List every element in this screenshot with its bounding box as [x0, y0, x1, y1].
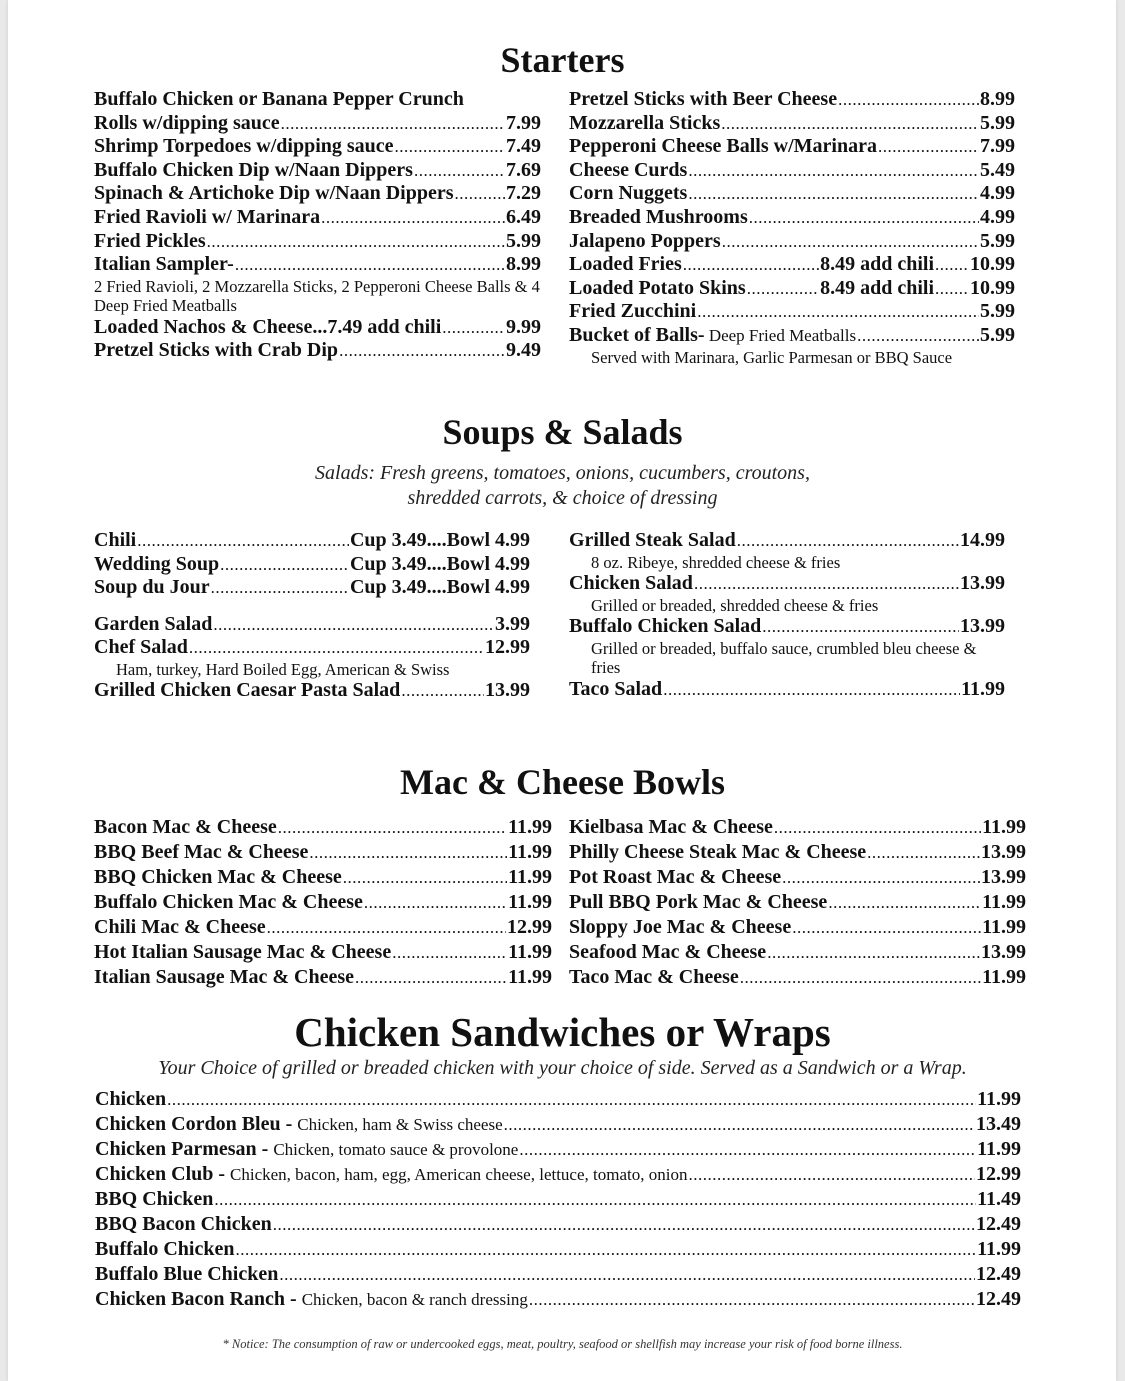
menu-item — [569, 940, 1026, 965]
menu-item — [569, 615, 1005, 639]
dot-leader — [401, 679, 484, 703]
menu-item-name: Wedding Soup — [94, 552, 220, 575]
menu-item-name: Seafood Mac & Cheese — [569, 941, 767, 963]
dot-leader — [697, 300, 979, 324]
menu-item-description: Chicken, tomato sauce & provolone — [273, 1140, 519, 1159]
menu-item-price: 13.99 — [981, 841, 1026, 863]
menu-item — [569, 915, 1026, 940]
menu-item-price: 5.99 — [980, 229, 1015, 252]
menu-item-name: Taco Mac & Cheese — [569, 966, 739, 988]
menu-item-price: 5.99 — [980, 300, 1015, 323]
menu-item-price: 7.99 — [980, 135, 1015, 158]
menu-item-name: Pepperoni Cheese Balls w/Marinara — [569, 135, 877, 158]
item-description: Grilled or breaded, buffalo sauce, crumbled bleu cheese & fries — [591, 638, 977, 678]
dot-leader — [792, 915, 981, 940]
menu-item-name: Pull BBQ Pork Mac & Cheese — [569, 891, 828, 913]
dot-leader — [137, 529, 349, 553]
menu-item-price: 12.99 — [976, 1163, 1021, 1185]
menu-item — [95, 1112, 1021, 1137]
menu-item-name: Italian Sampler- — [94, 253, 234, 276]
menu-item-name: Breaded Mushrooms — [569, 205, 748, 228]
menu-item — [569, 572, 1005, 596]
menu-item-price: 12.49 — [976, 1213, 1021, 1235]
menu-item-name: Philly Cheese Steak Mac & Cheese — [569, 841, 867, 863]
dot-leader — [213, 613, 494, 637]
dot-leader — [214, 1187, 976, 1212]
menu-item — [95, 1212, 1021, 1237]
menu-item-price: 5.99 — [980, 323, 1015, 346]
dot-leader — [878, 135, 979, 159]
menu-item — [94, 865, 552, 890]
menu-item-name: Mozzarella Sticks — [569, 111, 721, 134]
dot-leader — [519, 1137, 976, 1162]
menu-item-name: Buffalo Blue Chicken — [95, 1263, 279, 1285]
dot-leader — [455, 182, 506, 206]
menu-item — [94, 576, 530, 600]
salads-note-line1: Salads: Fresh greens, tomatoes, onions, cucumbers, croutons, — [315, 462, 810, 484]
menu-item — [569, 112, 1015, 136]
dot-leader — [442, 316, 505, 340]
menu-item-name: Spinach & Artichoke Dip w/Naan Dippers — [94, 182, 454, 205]
menu-item-name: Soup du Jour — [94, 576, 210, 599]
menu-item-description: Deep Fried Meatballs — [704, 325, 857, 345]
menu-item — [94, 553, 530, 577]
menu-item-price: 12.99 — [507, 916, 552, 938]
menu-item-name: Buffalo Chicken Mac & Cheese — [94, 891, 363, 913]
dot-leader — [220, 553, 349, 577]
menu-item — [569, 135, 1015, 159]
dot-leader — [189, 636, 484, 660]
menu-item-price: 11.99 — [977, 1138, 1021, 1160]
menu-item-price: 8.99 — [980, 88, 1015, 110]
menu-item-name: Chef Salad — [94, 636, 188, 659]
menu-item — [569, 965, 1026, 990]
dot-leader — [207, 230, 505, 254]
soups-right-column — [569, 529, 1005, 701]
dot-leader — [867, 840, 980, 865]
menu-item — [569, 182, 1015, 206]
menu-item-price: 13.99 — [960, 615, 1005, 638]
menu-item-name: Chicken Bacon Ranch - Chicken, bacon & ranch dressing — [95, 1288, 528, 1310]
menu-item-price: 13.99 — [485, 679, 530, 702]
dot-leader — [857, 324, 979, 348]
soups-salads-title: Soups & Salads — [442, 412, 683, 452]
menu-item-name: Chili — [94, 529, 137, 551]
item-description: Grilled or breaded, shredded cheese & fries — [591, 595, 879, 615]
menu-item-name: Chili Mac & Cheese — [94, 916, 266, 938]
menu-item — [94, 840, 552, 865]
sandwiches-note: Your Choice of grilled or breaded chicken with your choice of side. Served as a Sandwich or a Wrap. — [158, 1057, 967, 1079]
dot-leader — [688, 159, 979, 183]
menu-item-name: Bucket of Balls- Deep Fried Meatballs — [569, 323, 857, 346]
menu-item-name: Buffalo Chicken Dip w/Naan Dippers — [94, 158, 413, 181]
starters-right-column — [569, 88, 1015, 367]
menu-item — [569, 206, 1015, 230]
menu-item — [95, 1087, 1021, 1112]
menu-item — [94, 915, 552, 940]
menu-item-price: 4.99 — [980, 205, 1015, 228]
dot-leader — [688, 182, 979, 206]
menu-item-name: Fried Ravioli w/ Marinara — [94, 205, 321, 228]
menu-item-name: Chicken Cordon Bleu - Chicken, ham & Swiss cheese — [95, 1113, 503, 1135]
menu-item-price: 11.99 — [977, 1088, 1021, 1110]
menu-item-price: 12.49 — [976, 1288, 1021, 1310]
menu-item-price: 6.49 — [506, 205, 541, 228]
menu-item-name: Shrimp Torpedoes w/dipping sauce — [94, 135, 394, 158]
menu-item-name: Corn Nuggets — [569, 182, 688, 205]
menu-item-name: Pretzel Sticks with Beer Cheese — [569, 88, 838, 110]
menu-item — [94, 112, 541, 136]
menu-item-price: 11.99 — [508, 941, 552, 963]
dot-leader — [235, 1237, 976, 1262]
dot-leader — [267, 915, 506, 940]
menu-item — [94, 636, 530, 660]
dot-leader — [767, 940, 980, 965]
menu-item-name: Chicken Parmesan - Chicken, tomato sauce & provolone — [95, 1138, 519, 1160]
item-description: 8 oz. Ribeye, shredded cheese & fries — [591, 552, 841, 572]
menu-item — [569, 300, 1015, 324]
mac-cheese-title: Mac & Cheese Bowls — [400, 762, 725, 802]
menu-item-name: Fried Pickles — [94, 229, 206, 252]
menu-item-price: 14.99 — [960, 529, 1005, 551]
mac-right-column — [569, 815, 1026, 990]
dot-leader — [749, 206, 979, 230]
menu-item — [569, 230, 1015, 254]
menu-item-price: 11.99 — [982, 891, 1026, 913]
dot-leader — [355, 965, 507, 990]
menu-item-name: Kielbasa Mac & Cheese — [569, 816, 773, 838]
menu-item-name: Buffalo Chicken or Banana Pepper Crunch — [94, 88, 464, 110]
dot-leader — [737, 529, 959, 553]
menu-item-description: Chicken, ham & Swiss cheese — [297, 1115, 503, 1134]
salads-note-line2: shredded carrots, & choice of dressing — [407, 487, 718, 509]
dot-leader — [529, 1287, 975, 1312]
menu-item — [94, 339, 541, 363]
menu-item-price: 7.69 — [506, 158, 541, 181]
dot-leader — [278, 815, 507, 840]
dot-leader — [828, 890, 981, 915]
menu-item-price: 7.49 — [506, 135, 541, 158]
menu-item-price: 5.49 — [980, 158, 1015, 181]
dot-leader — [309, 840, 507, 865]
menu-item-name: Loaded Nachos & Cheese...7.49 add chili — [94, 315, 442, 338]
dot-leader — [721, 112, 979, 136]
menu-item-name: Italian Sausage Mac & Cheese — [94, 966, 354, 988]
menu-item-price: 11.99 — [508, 866, 552, 888]
menu-item — [569, 678, 1005, 702]
menu-item-price: 13.99 — [981, 866, 1026, 888]
menu-item — [569, 840, 1026, 865]
menu-item-price: 7.99 — [506, 111, 541, 134]
menu-item — [569, 253, 1015, 277]
menu-item — [94, 940, 552, 965]
menu-item-name: Cheese Curds — [569, 158, 688, 181]
menu-item-name: Sloppy Joe Mac & Cheese — [569, 916, 792, 938]
dot-leader — [343, 865, 507, 890]
menu-item-price: 11.99 — [508, 816, 552, 838]
menu-item-price: 8.49 add chili — [820, 253, 934, 276]
menu-item-description: Chicken, bacon, ham, egg, American cheese, lettuce, tomato, onion — [230, 1165, 688, 1184]
menu-item-price: 11.99 — [982, 816, 1026, 838]
menu-item — [95, 1262, 1021, 1287]
menu-item-price: 3.99 — [495, 612, 530, 635]
sandwiches-title: Chicken Sandwiches or Wraps — [294, 1009, 831, 1055]
menu-item-name: Taco Salad — [569, 677, 663, 700]
menu-item — [95, 1162, 1021, 1187]
mac-left-column — [94, 815, 552, 990]
menu-item — [569, 277, 1015, 301]
menu-item-price: 9.49 — [506, 339, 541, 362]
menu-item — [94, 815, 552, 840]
item-description: Ham, turkey, Hard Boiled Egg, American & Swiss — [116, 659, 450, 679]
menu-item — [94, 253, 541, 277]
menu-item-price: 11.99 — [508, 841, 552, 863]
menu-item-price: 11.99 — [508, 891, 552, 913]
menu-item — [95, 1237, 1021, 1262]
dot-leader — [762, 615, 959, 639]
menu-item-name: BBQ Bacon Chicken — [95, 1213, 272, 1235]
dot-leader — [281, 112, 505, 136]
menu-item — [94, 890, 552, 915]
dot-leader — [722, 230, 979, 254]
menu-item-description: Chicken, bacon & ranch dressing — [301, 1290, 528, 1309]
menu-item-price: 11.49 — [977, 1188, 1021, 1210]
menu-item — [95, 1287, 1021, 1312]
menu-item-name: Grilled Chicken Caesar Pasta Salad — [94, 679, 401, 702]
menu-item — [569, 159, 1015, 183]
menu-item — [569, 890, 1026, 915]
menu-item-price: 8.49 add chili — [820, 276, 934, 299]
dot-leader — [395, 135, 505, 159]
menu-item-price: 8.99 — [506, 253, 541, 276]
dot-leader — [273, 1212, 975, 1237]
menu-item-price-with-chili: 10.99 — [970, 253, 1015, 276]
menu-item-name: Hot Italian Sausage Mac & Cheese — [94, 941, 392, 963]
dot-leader — [838, 88, 979, 112]
dot-leader — [279, 1262, 975, 1287]
menu-item-price: 13.99 — [981, 941, 1026, 963]
menu-item — [94, 182, 541, 206]
menu-item — [94, 965, 552, 990]
starters-left-column — [94, 88, 541, 363]
menu-item — [569, 88, 1015, 112]
menu-item-price: 11.99 — [982, 966, 1026, 988]
menu-item-name: BBQ Chicken Mac & Cheese — [94, 866, 342, 888]
menu-item-name: Pot Roast Mac & Cheese — [569, 866, 782, 888]
menu-item-price-with-chili: 10.99 — [970, 276, 1015, 299]
menu-item-price: 11.99 — [982, 916, 1026, 938]
menu-item-name: Rolls w/dipping sauce — [94, 111, 280, 134]
starters-title: Starters — [500, 40, 625, 80]
menu-item — [95, 1137, 1021, 1162]
menu-item-name: Chicken — [95, 1088, 167, 1110]
item-description: 2 Fried Ravioli, 2 Mozzarella Sticks, 2 Pepperoni Cheese Balls & 4 Deep Fried Meatballs — [94, 276, 540, 316]
dot-leader — [167, 1087, 976, 1112]
dot-leader — [935, 277, 969, 301]
menu-item — [94, 613, 530, 637]
menu-item — [94, 529, 530, 553]
menu-item-name: Buffalo Chicken Salad — [569, 615, 762, 638]
dot-leader — [211, 576, 349, 600]
menu-item-price: 7.29 — [506, 182, 541, 205]
menu-item-name: Fried Zucchini — [569, 300, 697, 323]
dot-leader — [321, 206, 505, 230]
menu-item-name: BBQ Chicken — [95, 1188, 214, 1210]
menu-item — [94, 230, 541, 254]
menu-item-name: Loaded Fries — [569, 253, 682, 276]
dot-leader — [392, 940, 507, 965]
menu-item-price: Cup 3.49....Bowl 4.99 — [349, 576, 530, 599]
menu-item-name: Loaded Potato Skins — [569, 276, 746, 299]
menu-item-price: 4.99 — [980, 182, 1015, 205]
menu-item-price: 13.99 — [960, 572, 1005, 595]
menu-item-price: Cup 3.49....Bowl 4.99 — [349, 529, 530, 551]
menu-item — [94, 135, 541, 159]
dot-leader — [414, 159, 505, 183]
item-description: Served with Marinara, Garlic Parmesan or BBQ Sauce — [591, 347, 953, 367]
dot-leader — [740, 965, 981, 990]
dot-leader — [364, 890, 507, 915]
dot-leader — [782, 865, 980, 890]
dot-leader — [235, 253, 505, 277]
dot-leader — [694, 572, 959, 596]
menu-item — [94, 316, 541, 340]
soups-left-column — [94, 529, 530, 703]
menu-item-name: Garden Salad — [94, 612, 213, 635]
menu-item-price: Cup 3.49....Bowl 4.99 — [349, 552, 530, 575]
menu-item-name: Grilled Steak Salad — [569, 529, 736, 551]
menu-item — [569, 815, 1026, 840]
menu-item-name: Buffalo Chicken — [95, 1238, 235, 1260]
sandwiches-list — [95, 1087, 1021, 1312]
menu-item-price: 13.49 — [976, 1113, 1021, 1135]
menu-item-price: 12.49 — [976, 1263, 1021, 1285]
dot-leader — [504, 1112, 975, 1137]
dot-leader — [935, 253, 969, 277]
menu-item-price: 9.99 — [506, 315, 541, 338]
menu-item — [94, 679, 530, 703]
menu-item — [569, 324, 1015, 348]
menu-item — [94, 159, 541, 183]
menu-item-name: Chicken Salad — [569, 572, 693, 595]
menu-item-name: Bacon Mac & Cheese — [94, 816, 277, 838]
menu-item-name: BBQ Beef Mac & Cheese — [94, 841, 309, 863]
menu-item-name: Chicken Club - Chicken, bacon, ham, egg, American cheese, lettuce, tomato, onion — [95, 1163, 688, 1185]
menu-item — [94, 206, 541, 230]
menu-item-name: Jalapeno Poppers — [569, 229, 721, 252]
menu-item — [569, 865, 1026, 890]
dot-leader — [688, 1162, 975, 1187]
dot-leader — [339, 339, 505, 363]
menu-item — [569, 529, 1005, 553]
menu-item — [95, 1187, 1021, 1212]
menu-item-price: 12.99 — [485, 636, 530, 659]
menu-item-price: 11.99 — [508, 966, 552, 988]
menu-item-price: 11.99 — [977, 1238, 1021, 1260]
menu-item-price: 11.99 — [961, 677, 1005, 700]
food-notice: * Notice: The consumption of raw or undercooked eggs, meat, poultry, seafood or shellfish may increase your risk of food borne illness. — [222, 1337, 903, 1351]
menu-item-price: 5.99 — [506, 229, 541, 252]
dot-leader — [663, 678, 960, 702]
dot-leader — [747, 277, 819, 301]
dot-leader — [683, 253, 819, 277]
menu-item-price: 5.99 — [980, 111, 1015, 134]
dot-leader — [774, 815, 981, 840]
menu-item-name: Pretzel Sticks with Crab Dip — [94, 339, 339, 362]
